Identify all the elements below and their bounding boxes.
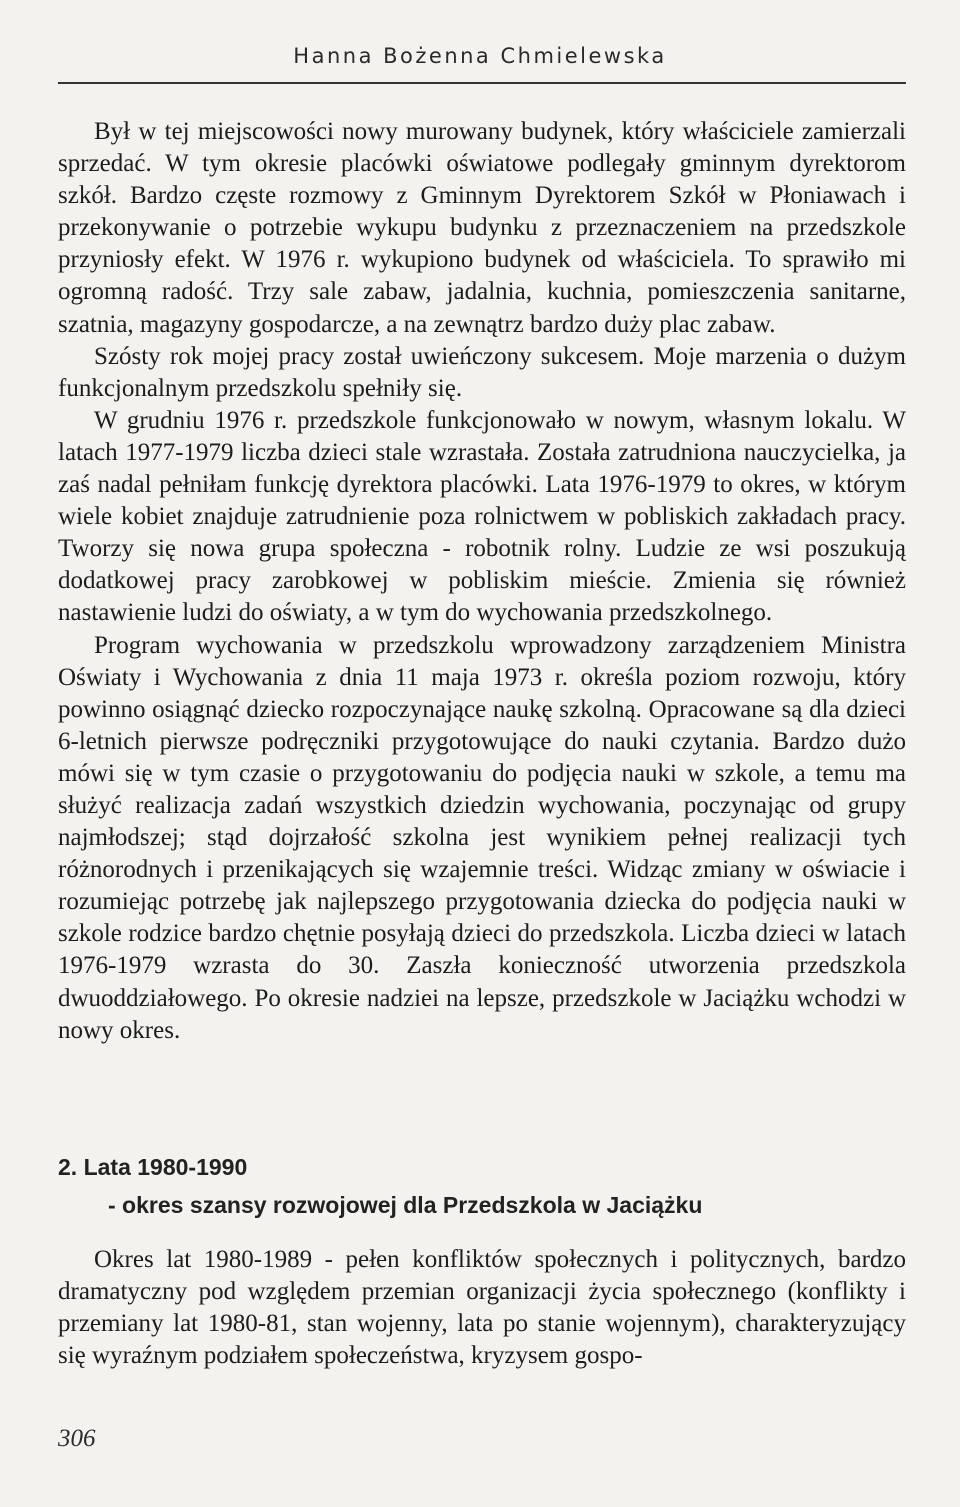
section-text [58, 1244, 906, 1372]
paragraph-2: Szósty rok mojej pracy został uwieńczony sukcesem. Moje marzenia o dużym funkcjonalnym przedszkolu spełniły się. [58, 342, 906, 402]
header-rule [58, 82, 906, 84]
paragraph-4: Program wychowania w przedszkolu wprowadzony zarządzeniem Ministra Oświaty i Wychowania z dnia 11 maja 1973 r. określa poziom rozwoju, który powinno osiągnąć dziecko rozpoczynające naukę szkolną. Opracowane są dla dzieci 6-letnich pierwsze podręczniki przygotowujące do nauki czytania. Bardzo dużo mówi się w tym czasie o przygotowaniu do podjęcia nauki w szkole, a temu ma służyć realizacja zadań wszystkich dziedzin wychowania, poczynając od grupy najmłodszej; stąd dojrzałość szkolna jest wynikiem pełnej realizacji tych różnorodnych i przenikających się wzajemnie treści. Widząc zmiany w oświacie i rozumiejąc potrzebę jak najlepszego przygotowania dziecka do podjęcia nauki w szkole rodzice bardzo chętnie posyłają dzieci do przedszkola. Liczba dzieci w latach 1976-1979 wzrasta do 30. Zaszła konieczność utworzenia przedszkola dwuoddziałowego. Po okresie nadziei na lepsze, przedszkole w Jaciążku wchodzi w nowy okres. [58, 631, 906, 1044]
paragraph-1: Był w tej miejscowości nowy murowany budynek, który właściciele zamierzali sprzedać. W tym okresie placówki oświatowe podlegały gminnym dyrektorom szkół. Bardzo częste rozmowy z Gminnym Dyrektorem Szkół w Płoniawach i przekonywanie o potrzebie wykupu budynku z przeznaczeniem na przedszkole przyniosły efekt. W 1976 r. wykupiono budynek od właściciela. To sprawiło mi ogromną radość. Trzy sale zabaw, jadalnia, kuchnia, pomieszczenia sanitarne, szatnia, magazyny gospodarcze, a na zewnątrz bardzo duży plac zabaw. [58, 118, 906, 338]
section-heading-subtitle: - okres szansy rozwojowej dla Przedszkola w Jaciążku [108, 1192, 703, 1218]
section-heading [58, 1148, 906, 1224]
running-head: Hanna Bożenna Chmielewska [293, 44, 667, 68]
section-heading-number-title: 2. Lata 1980-1990 [58, 1154, 248, 1180]
main-text [58, 116, 906, 1047]
section-paragraph-1: Okres lat 1980-1989 - pełen konfliktów społecznych i politycznych, bardzo dramatyczny pod względem przemian organizacji życia społecznego (konflikty i przemiany lat 1980-81, stan wojenny, lata po stanie wojennym), charakteryzujący się wyraźnym podziałem społeczeństwa, kryzysem gospo- [58, 1246, 906, 1370]
page-number: 306 [58, 1425, 96, 1452]
paragraph-3: W grudniu 1976 r. przedszkole funkcjonowało w nowym, własnym lokalu. W latach 1977-1979 liczba dzieci stale wzrastała. Została zatrudniona nauczycielka, ja zaś nadal pełniłam funkcję dyrektora placówki. Lata 1976-1979 to okres, w którym wiele kobiet znajduje zatrudnienie poza rolnictwem w pobliskich zakładach pracy. Tworzy się nowa grupa społeczna - robotnik rolny. Ludzie ze wsi poszukują dodatkowej pracy zarobkowej w pobliskim mieście. Zmienia się również nastawienie ludzi do oświaty, a w tym do wychowania przedszkolnego. [58, 406, 906, 627]
